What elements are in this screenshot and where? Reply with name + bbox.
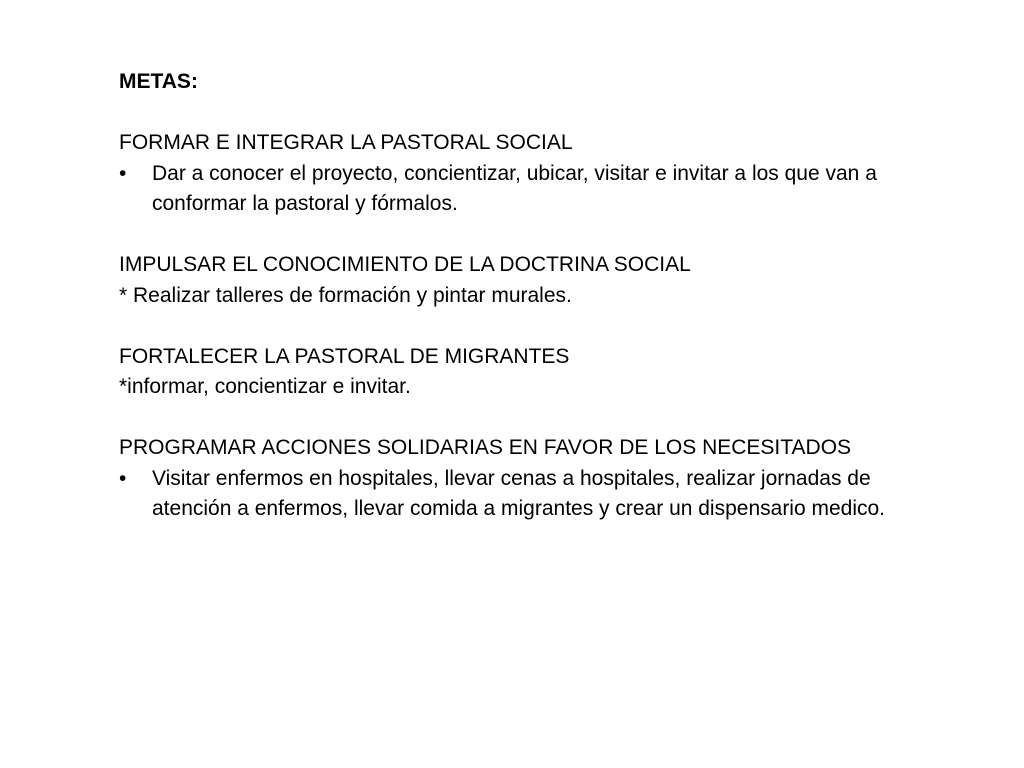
section-list-programar [119,464,899,525]
list-item-text: Visitar enfermos en hospitales, llevar cenas a hospitales, realizar jornadas de atención a enfermos, llevar comida a migrantes y crear un dispensario medico. [152,466,886,520]
section-line-fortalecer: *informar, concientizar e invitar. [119,375,411,398]
slide-content [119,67,899,525]
section-heading-formar: FORMAR E INTEGRAR LA PASTORAL SOCIAL [119,131,573,154]
spacer [119,220,899,251]
section-heading-programar: PROGRAMAR ACCIONES SOLIDARIAS EN FAVOR DE LOS NECESITADOS [119,436,852,459]
slide-title: METAS: [119,70,198,93]
spacer [119,311,899,342]
section-list-formar [119,159,899,220]
list-item-text: Dar a conocer el proyecto, concientizar, ubicar, visitar e invitar a los que van a conformar la pastoral y fórmalos. [152,161,877,215]
bullet-icon: • [119,161,127,185]
bullet-icon: • [119,466,127,490]
list-item [119,159,899,220]
section-heading-impulsar: IMPULSAR EL CONOCIMIENTO DE LA DOCTRINA SOCIAL [119,253,691,276]
section-heading-fortalecer: FORTALECER LA PASTORAL DE MIGRANTES [119,344,570,368]
spacer [119,98,899,129]
spacer [119,403,899,434]
section-line-impulsar: * Realizar talleres de formación y pintar murales. [119,283,572,307]
list-item [119,464,899,525]
